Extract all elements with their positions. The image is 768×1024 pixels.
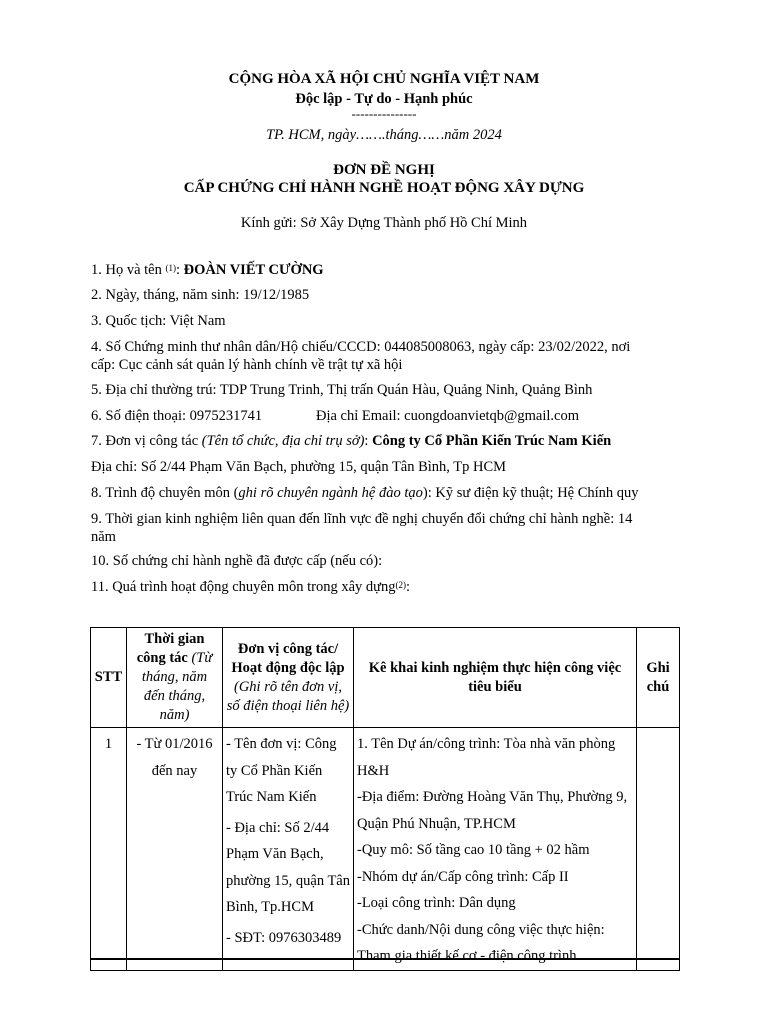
- field-full-name: [91, 261, 661, 279]
- field-separator: :: [176, 262, 184, 278]
- field-birth-date: 2. Ngày, tháng, năm sinh: 19/12/1985: [91, 287, 310, 303]
- phone-value: 6. Số điện thoại: 0975231741: [91, 408, 263, 424]
- unit-name: - Tên đơn vị: Công ty Cổ Phần Kiến Trúc Nam Kiến: [226, 736, 337, 805]
- header-time: [127, 628, 223, 728]
- exp-location: -Địa điểm: Đường Hoàng Văn Thụ, Phường 9, Quận Phú Nhuận, TP.HCM: [357, 789, 628, 832]
- footnote-ref: (2): [395, 580, 407, 590]
- exp-scale: -Quy mô: Số tầng cao 10 tầng + 02 hầm: [357, 842, 590, 858]
- field-label: 7. Đơn vị công tác: [91, 433, 202, 449]
- exp-project: 1. Tên Dự án/công trình: Tòa nhà văn phòng H&H: [357, 736, 616, 779]
- field-note: ghi rõ chuyên ngành hệ đào tạo: [238, 485, 423, 501]
- cell-note: [637, 728, 680, 971]
- field-certificate-number: 10. Số chứng chỉ hành nghề đã được cấp (nếu có):: [91, 553, 383, 569]
- table-bottom-border: [90, 958, 679, 960]
- experience-line-2: năm: [91, 529, 116, 545]
- document-subtitle: CẤP CHỨNG CHỈ HÀNH NGHỀ HOẠT ĐỘNG XÂY DỰNG: [183, 180, 585, 196]
- exp-role: -Chức danh/Nội dung công việc thực hiện: Tham gia thiết kế cơ - điện công trình: [357, 921, 605, 964]
- place-date: TP. HCM, ngày…….tháng……năm 2024: [266, 127, 502, 143]
- field-permanent-address: 5. Địa chỉ thường trú: TDP Trung Trinh, Thị trấn Quán Hàu, Quảng Ninh, Quảng Bình: [91, 382, 593, 398]
- field-workplace: [91, 432, 661, 450]
- header-unit-note: (Ghi rõ tên đơn vị, số điện thoại liên hệ): [226, 678, 350, 714]
- field-contact: [91, 407, 661, 425]
- experience-line-1: 9. Thời gian kinh nghiệm liên quan đến lĩnh vực đề nghị chuyển đổi chứng chỉ hành nghề: 14: [91, 511, 633, 527]
- id-line-2: cấp: Cục cảnh sát quản lý hành chính về trật tự xã hội: [91, 357, 403, 373]
- header-experience: Kê khai kinh nghiệm thực hiện công việc tiêu biểu: [354, 628, 637, 728]
- experience-table: [90, 627, 680, 971]
- table-header-row: [91, 628, 680, 728]
- field-label: 8. Trình độ chuyên môn (: [91, 485, 239, 501]
- table-row: [91, 728, 680, 971]
- field-separator: :: [364, 433, 373, 449]
- document-title: ĐƠN ĐỀ NGHỊ: [333, 162, 435, 178]
- workplace-value: Công ty Cổ Phần Kiến Trúc Nam Kiến: [372, 433, 612, 449]
- id-line-1: 4. Số Chứng minh thư nhân dân/Hộ chiếu/CCCD: 044085008063, ngày cấp: 23/02/2022, nơi: [91, 339, 631, 355]
- field-label: 11. Quá trình hoạt động chuyên môn trong xây dựng: [91, 579, 396, 595]
- field-qualification: [91, 484, 661, 502]
- cell-stt: 1: [91, 728, 127, 971]
- field-professional-history: [91, 578, 661, 596]
- header-divider: ---------------: [351, 106, 417, 121]
- field-id-number: [91, 338, 661, 374]
- full-name-value: ĐOÀN VIẾT CƯỜNG: [183, 262, 324, 278]
- qualification-value: ): Kỹ sư điện kỹ thuật; Hệ Chính quy: [422, 485, 639, 501]
- recipient-line: Kính gửi: Sở Xây Dựng Thành phố Hồ Chí Minh: [240, 215, 528, 231]
- cell-time: - Từ 01/2016 đến nay: [127, 728, 223, 971]
- header-stt: STT: [91, 628, 127, 728]
- header-unit: [223, 628, 354, 728]
- unit-address: - Địa chỉ: Số 2/44 Phạm Văn Bạch, phường 15, quận Tân Bình, Tp.HCM: [226, 819, 350, 915]
- field-end: :: [406, 579, 411, 595]
- unit-phone: - SĐT: 0976303489: [226, 929, 342, 946]
- exp-type: -Loại công trình: Dân dụng: [357, 895, 516, 911]
- national-title: CỘNG HÒA XÃ HỘI CHỦ NGHĨA VIỆT NAM: [228, 71, 540, 87]
- exp-group: -Nhóm dự án/Cấp công trình: Cấp II: [357, 868, 569, 885]
- header-time-note: (Từ tháng, năm đến tháng, năm): [141, 650, 213, 723]
- field-workplace-address: Địa chỉ: Số 2/44 Phạm Văn Bạch, phường 15, quận Tân Bình, Tp HCM: [91, 459, 507, 475]
- field-label: 1. Họ và tên: [91, 262, 166, 278]
- email-value: Địa chỉ Email: cuongdoanvietqb@gmail.com: [316, 408, 580, 424]
- header-time-label: Thời gian công tác: [136, 631, 205, 666]
- cell-experience: [354, 728, 637, 971]
- header-unit-label: Đơn vị công tác/ Hoạt động độc lập: [231, 640, 345, 676]
- header-note: Ghi chú: [637, 628, 680, 728]
- footnote-ref: (1): [165, 263, 176, 273]
- field-note: (Tên tổ chức, địa chỉ trụ sở): [201, 433, 365, 449]
- field-experience-years: [91, 510, 661, 546]
- field-nationality: 3. Quốc tịch: Việt Nam: [91, 313, 226, 329]
- cell-unit: [223, 728, 354, 971]
- national-motto: Độc lập - Tự do - Hạnh phúc: [295, 91, 473, 107]
